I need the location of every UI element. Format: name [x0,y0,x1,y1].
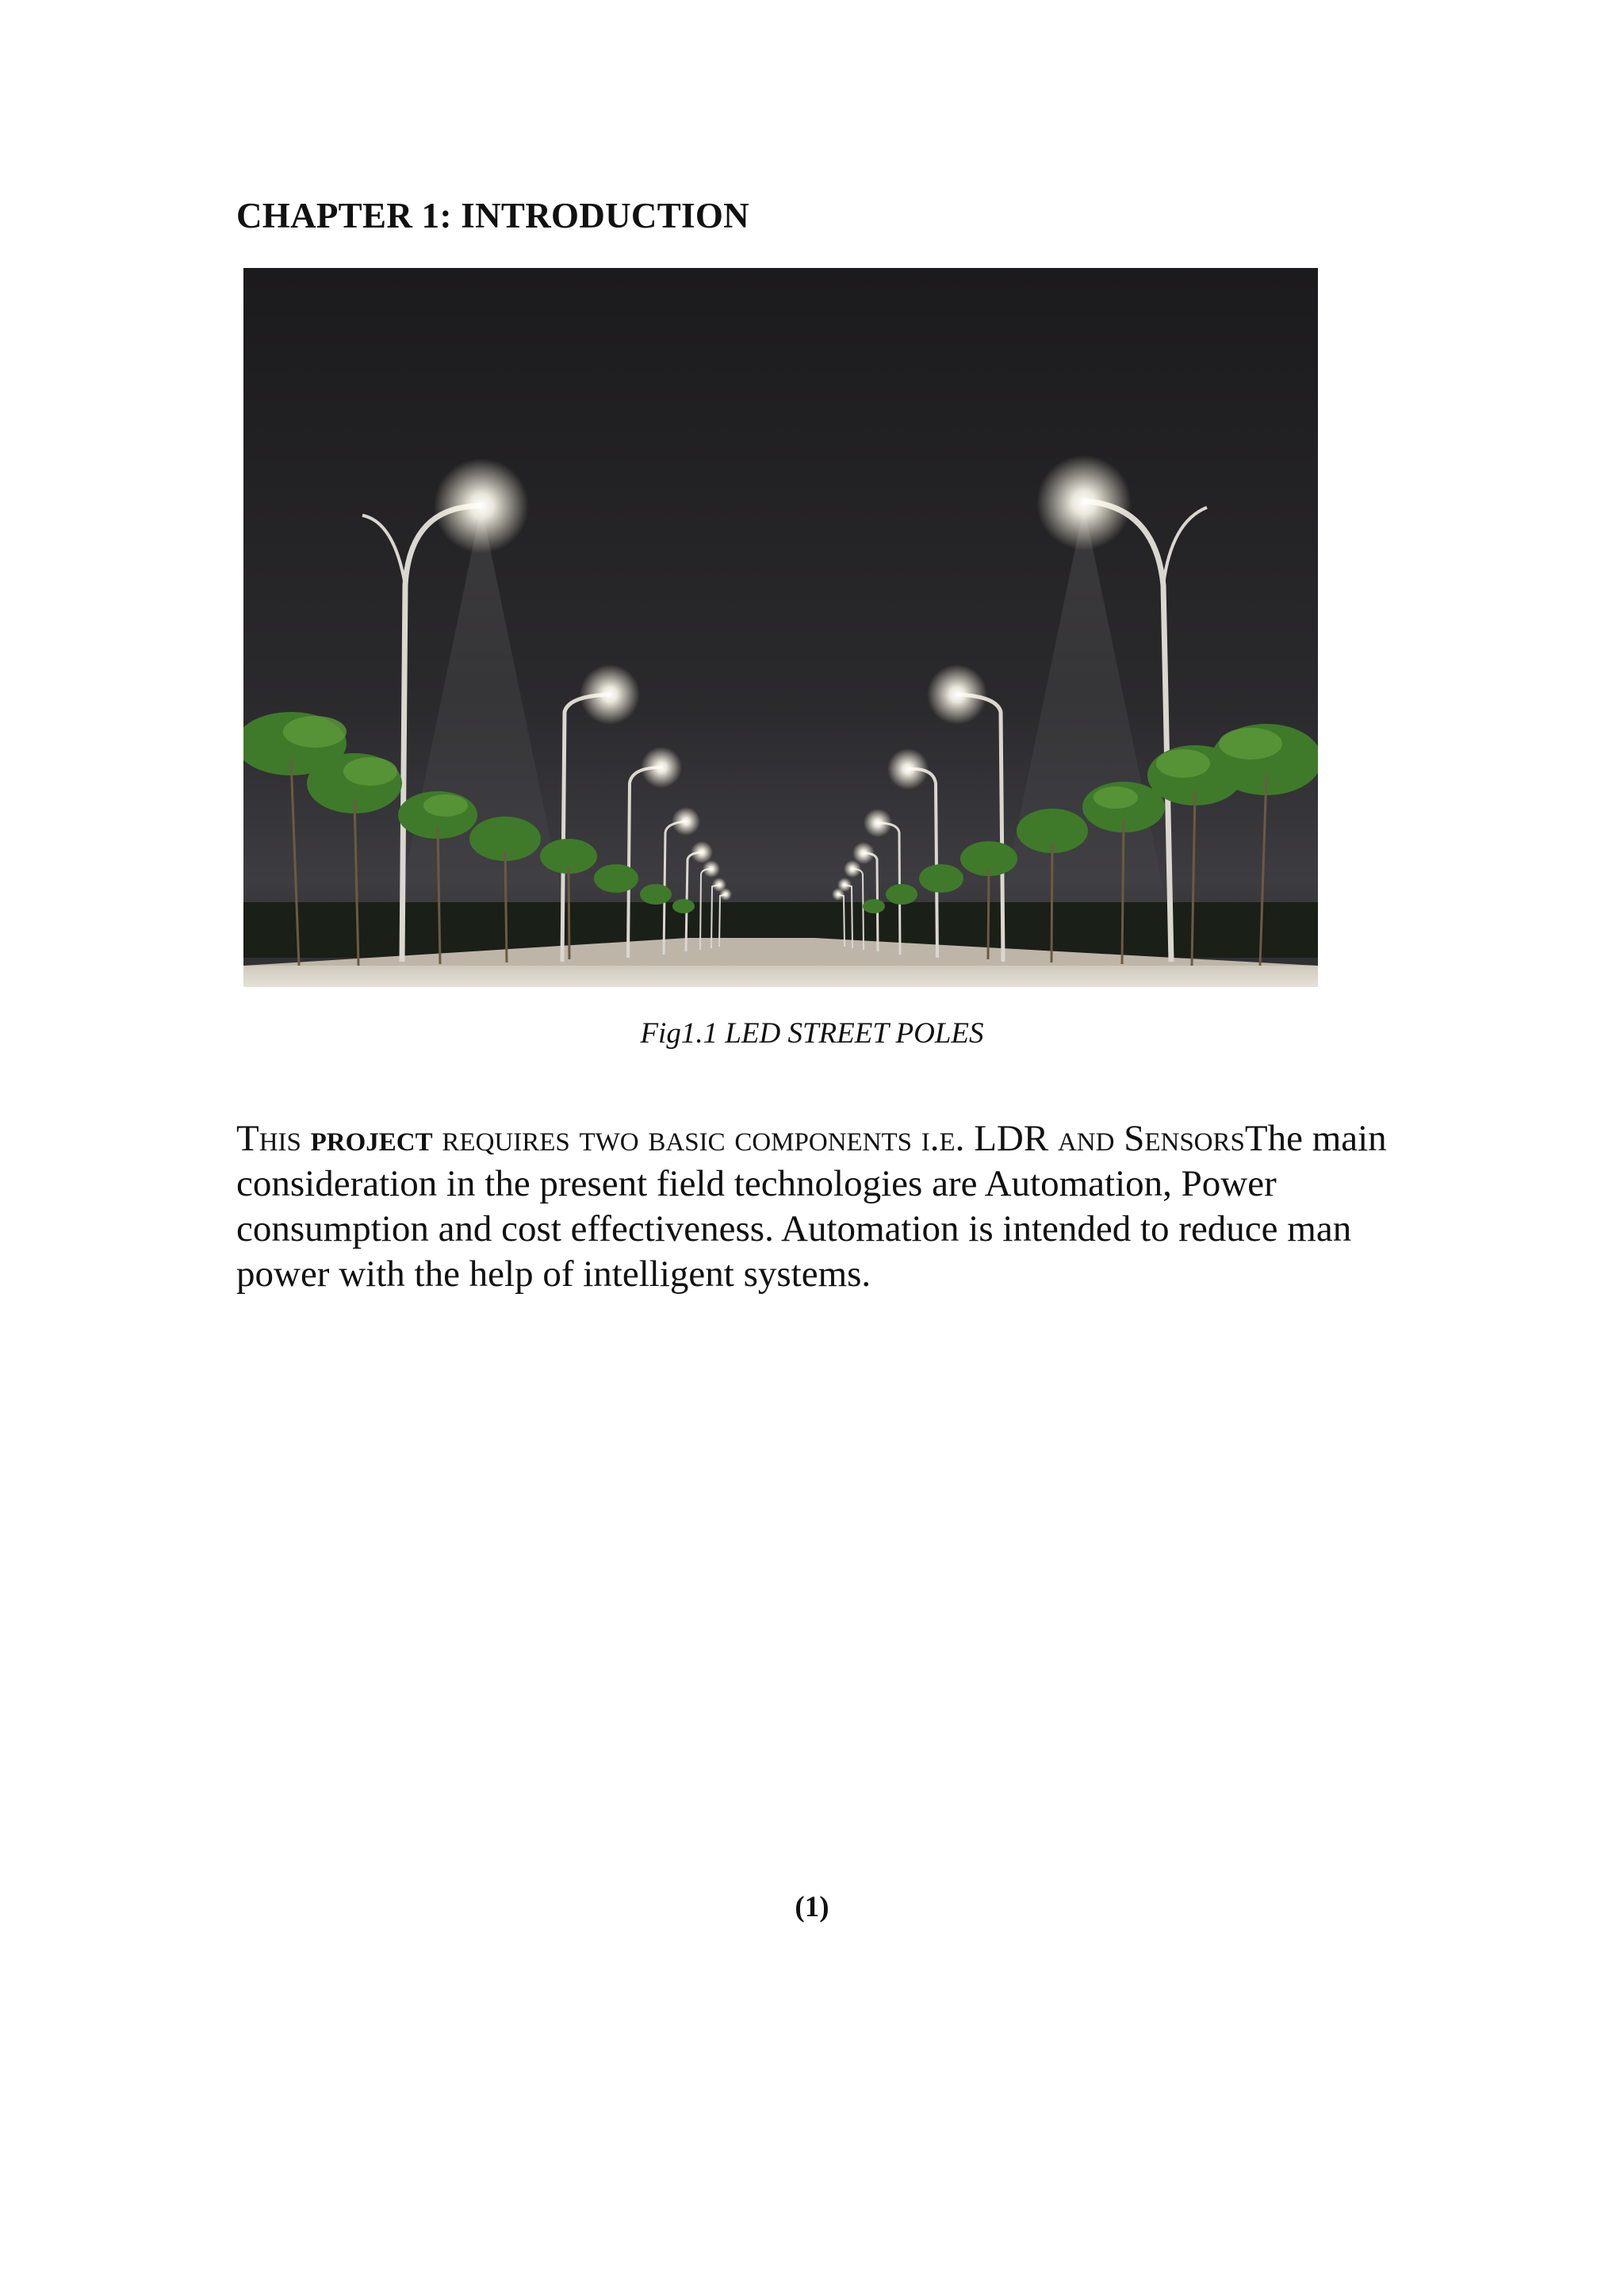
chapter-heading: CHAPTER 1: INTRODUCTION [236,196,749,235]
paragraph-lead-and: and [1057,1118,1115,1159]
paragraph-body: The main consideration in the present field technologies are Automation, Power consumption and cost effectiveness. Automation is intended to reduce man power with the help of intelligent systems. [236,1118,1387,1295]
intro-paragraph [236,1116,1442,1297]
figure-caption: Fig1.1 LED STREET POLES [640,1017,984,1050]
page-number: (1) [795,1891,829,1923]
street-lights-photo [243,268,1318,987]
paragraph-lead-project: project [310,1118,433,1159]
paragraph-lead-sensors: Sensors [1124,1118,1245,1159]
paragraph-lead-components: requires two basic components i.e. [442,1118,965,1159]
paragraph-lead-this: This [236,1118,301,1159]
paragraph-lead-ldr: LDR [974,1118,1049,1159]
